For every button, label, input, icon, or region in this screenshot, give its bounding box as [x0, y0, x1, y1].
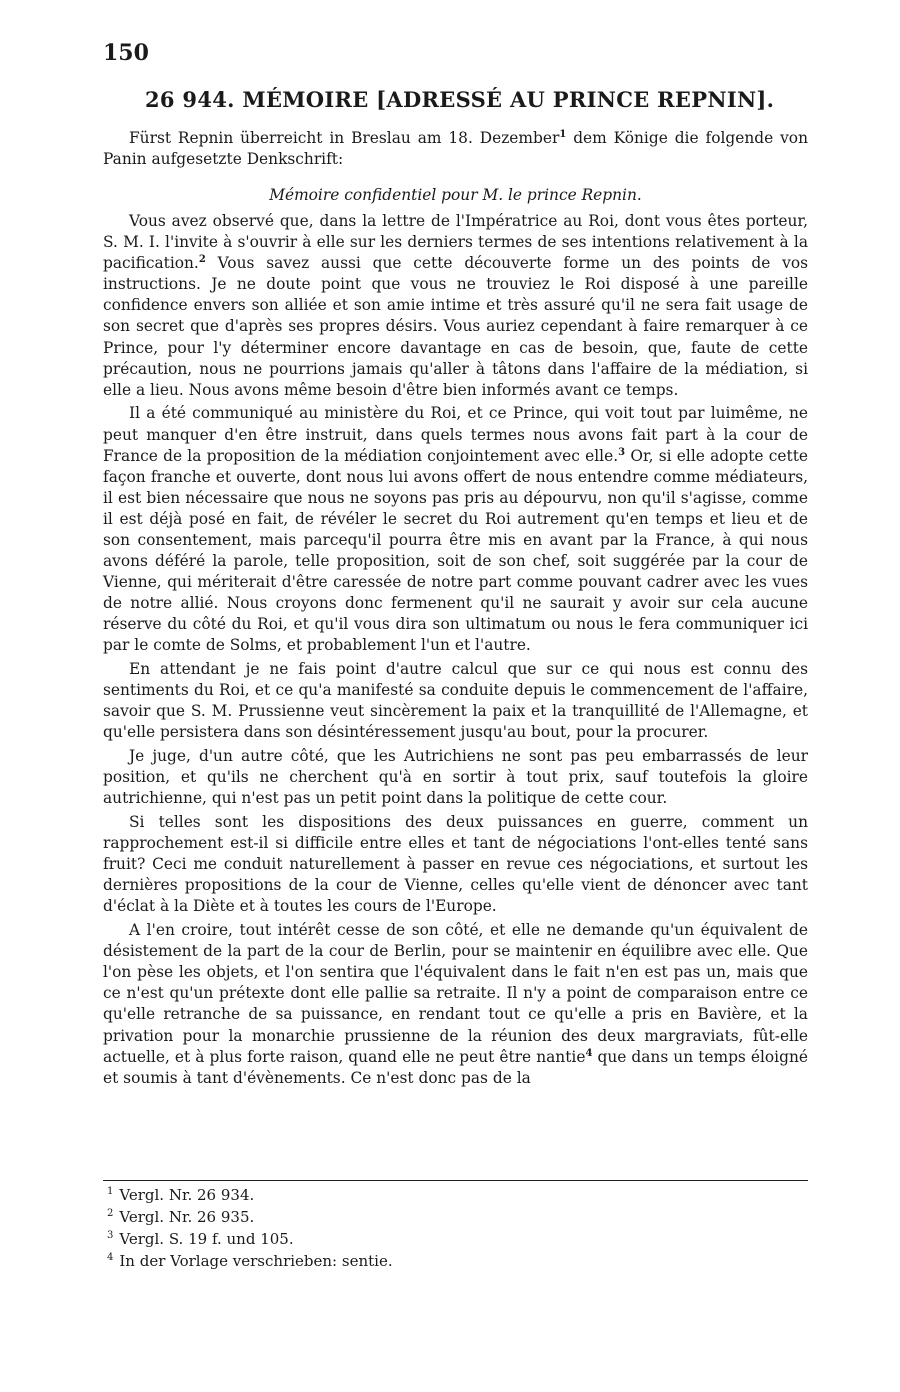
- body-paragraph: [103, 812, 808, 917]
- footnotes: [103, 1184, 808, 1272]
- paragraph-text: A l'en croire, tout intérêt cesse de son côté, et elle ne demande qu'un équivalent de désistement de la part de la cour de Berlin, pour se maintenir en équilibre avec elle. Que l'on pèse les objets, et l'on sentira que l'équivalent dans le fait n'en est pas un, mais que ce n'est qu'un prétexte dont elle pallie sa retraite. Il n'y a point de comparaison entre ce qu'elle retranche de sa puissance, en rendant tout ce qu'elle a pris en Bavière, et la privation pour la monarchie prussienne de la réunion des deux margraviats, fût-elle actuelle, et à plus forte raison, quand elle ne peut être nantie: [103, 921, 808, 1066]
- body-paragraph: [103, 659, 808, 743]
- body-text: [103, 211, 808, 1091]
- footnote-mark: 3: [107, 1230, 114, 1241]
- footnote-text: Vergl. S. 19 f. und 105.: [119, 1230, 294, 1248]
- page-number: 150: [103, 40, 149, 66]
- footnote-divider: [103, 1180, 808, 1181]
- footnote-mark: 1: [107, 1186, 114, 1197]
- memoire-subtitle: Mémoire confidentiel pour M. le prince Repnin.: [269, 186, 642, 204]
- paragraph-text-continued: que dans un temps éloigné et soumis à tant d'évènements. Ce n'est donc pas de la: [103, 1047, 808, 1087]
- paragraph-text: Vous avez observé que, dans la lettre de l'Impératrice au Roi, dont vous êtes porteur, S. M. I. l'invite à s'ouvrir à elle sur les derniers termes de ses intentions relativement à la pacification.: [103, 212, 808, 273]
- footnote-reference: 2: [198, 254, 206, 266]
- footnote-reference: 4: [585, 1047, 593, 1059]
- body-paragraph: [103, 211, 808, 401]
- footnote-text: Vergl. Nr. 26 934.: [119, 1186, 255, 1204]
- paragraph-text: Si telles sont les dispositions des deux puissances en guerre, comment un rapprochement est-il si difficile entre elles et tant de négociations l'ont-elles tenté sans fruit? Ceci me conduit naturellement à passer en revue ces négociations, et surtout les dernières propositions de la cour de Vienne, celles qu'elle vient de dénoncer avec tant d'éclat à la Diète et à toutes les cours de l'Europe.: [103, 813, 808, 916]
- footnote-mark: 4: [107, 1252, 114, 1263]
- footnote-item: [103, 1250, 808, 1272]
- intro-text-continued: dem Könige die folgende von Panin aufgesetzte Denkschrift:: [103, 129, 808, 168]
- footnote-item: [103, 1228, 808, 1250]
- intro-text: Fürst Repnin überreicht in Breslau am 18. Dezember: [129, 129, 560, 147]
- paragraph-text-continued: Vous savez aussi que cette découverte forme un des points de vos instructions. Je ne doute point que vous ne trouviez le Roi disposé à une pareille confidence envers son alliée et son amie intime et très assuré qu'il ne sera fait usage de son secret que d'après ses propres désirs. Vous auriez cependant à faire remarquer à ce Prince, pour l'y déterminer encore davantage en cas de besoin, que, faute de cette précaution, nous ne pourrions jamais qu'aller à tâtons dans l'affaire de la médiation, si elle a lieu. Nous avons même besoin d'être bien informés avant ce temps.: [103, 254, 808, 399]
- document-title: 26 944. MÉMOIRE [ADRESSÉ AU PRINCE REPNIN].: [145, 87, 775, 112]
- footnote-text: In der Vorlage verschrieben: sentie.: [119, 1252, 393, 1270]
- paragraph-text: Je juge, d'un autre côté, que les Autrichiens ne sont pas peu embarrassés de leur position, et qu'ils ne cherchent qu'à en sortir à tout prix, sauf toutefois la gloire autrichienne, qui n'est pas un petit point dans la politique de cette cour.: [103, 747, 808, 808]
- body-paragraph: [103, 920, 808, 1089]
- paragraph-text: Il a été communiqué au ministère du Roi, et ce Prince, qui voit tout par luimême, ne peut manquer d'en être instruit, dans quels termes nous avons fait part à la cour de France de la proposition de la médiation conjointement avec elle.: [103, 404, 808, 465]
- body-paragraph: [103, 746, 808, 809]
- footnote-reference: 1: [559, 128, 567, 140]
- footnote-reference: 3: [618, 446, 626, 458]
- paragraph-text-continued: Or, si elle adopte cette façon franche et ouverte, dont nous lui avons offert de nous entendre comme médiateurs, il est bien nécessaire que nous ne soyons pas pris au dépourvu, non qu'il s'agisse, comme il est déjà posé en fait, de révéler le secret du Roi autrement qu'en temps et lieu et de son consentement, mais parcequ'il pourra être mis en avant par la France, à qui nous avons déféré la parole, telle proposition, soit de son chef, soit suggérée par la cour de Vienne, qui mériterait d'être caressée de notre part comme pouvant cadrer avec les vues de notre allié. Nous croyons donc fermenent qu'il ne saurait y avoir sur cela aucune réserve du côté du Roi, et qu'il vous dira son ultimatum ou nous le fera communiquer ici par le comte de Solms, et probablement l'un et l'autre.: [103, 446, 808, 655]
- intro-paragraph: [103, 128, 808, 170]
- footnote-item: [103, 1206, 808, 1228]
- paragraph-text: En attendant je ne fais point d'autre calcul que sur ce qui nous est connu des sentiments du Roi, et ce qu'a manifesté sa conduite depuis le commencement de l'affaire, savoir que S. M. Prussienne veut sincèrement la paix et la tranquillité de l'Allemagne, et qu'elle persistera dans son désintéressement jusqu'au bout, pour la procurer.: [103, 660, 808, 742]
- footnote-mark: 2: [107, 1208, 114, 1219]
- footnote-item: [103, 1184, 808, 1206]
- body-paragraph: [103, 403, 808, 656]
- footnote-text: Vergl. Nr. 26 935.: [119, 1208, 255, 1226]
